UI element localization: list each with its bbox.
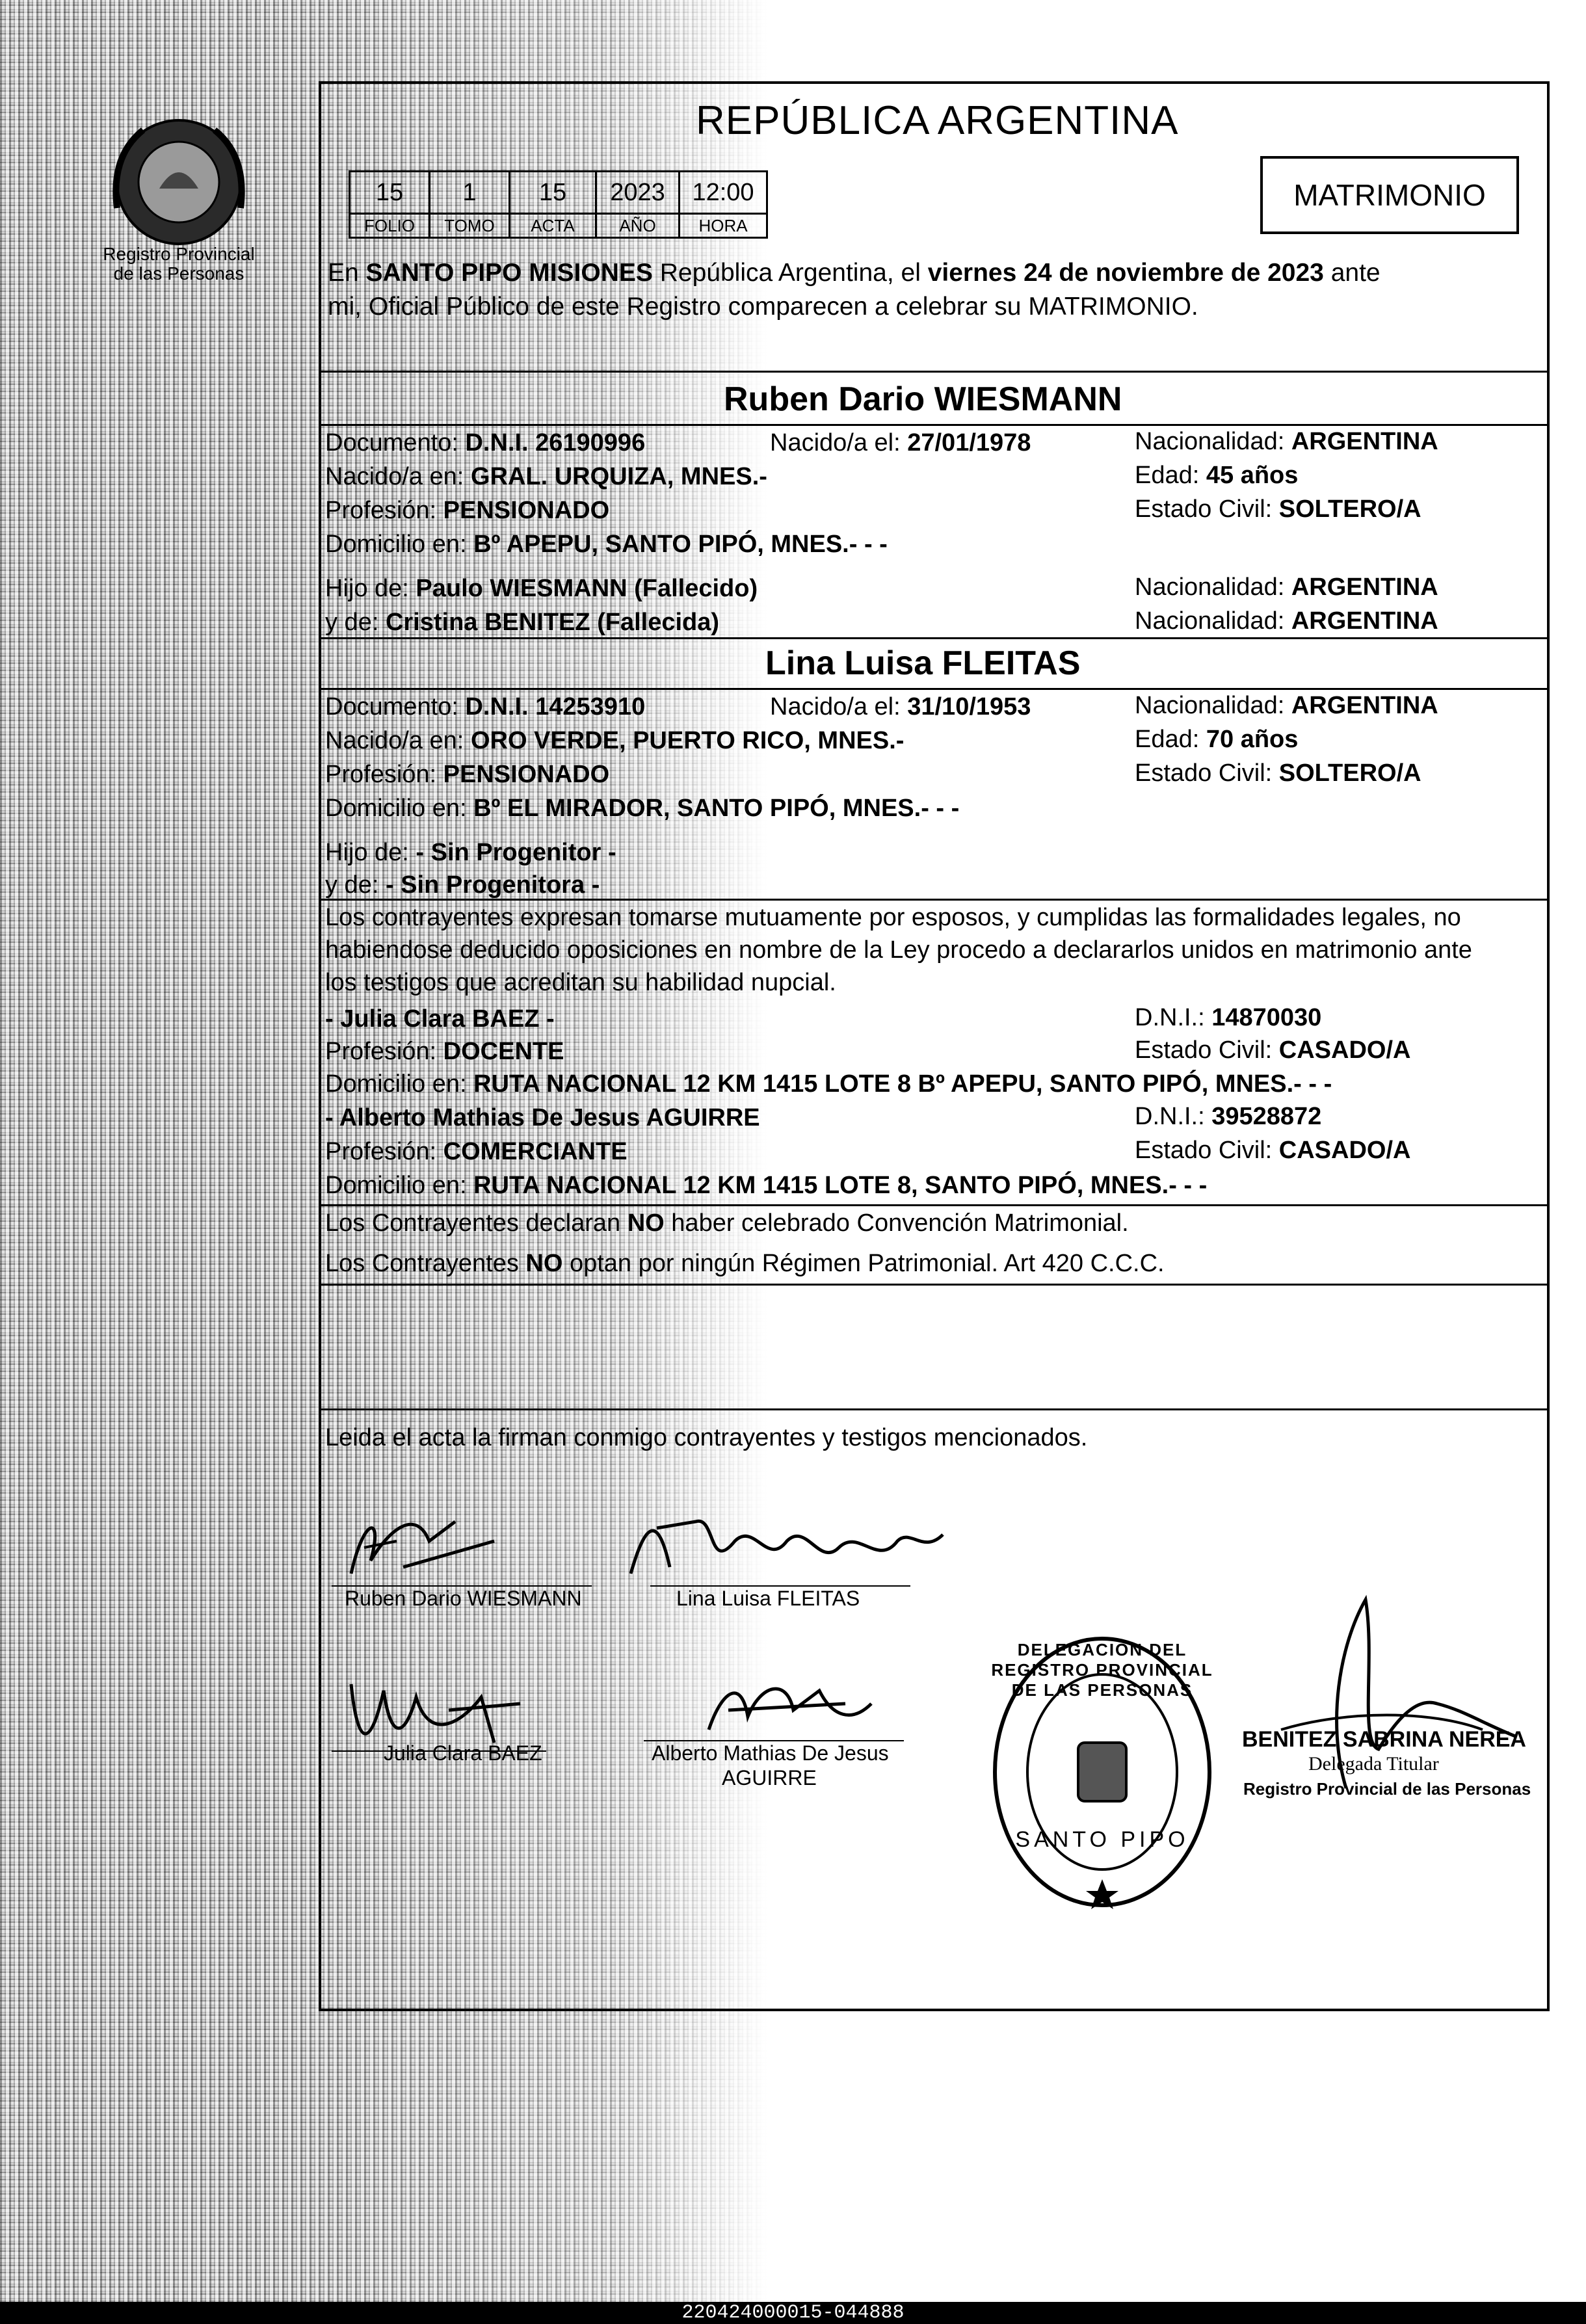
value: CASADO/A bbox=[1278, 1137, 1411, 1164]
label: Nacido/a el: bbox=[770, 429, 901, 456]
spouse1-madre bbox=[325, 609, 719, 637]
witness1-civil bbox=[1135, 1037, 1410, 1064]
anio-value: 2023 bbox=[596, 172, 680, 214]
divider bbox=[319, 899, 1550, 901]
spouse2-domicilio bbox=[325, 795, 959, 823]
label: Domicilio en: bbox=[325, 531, 467, 558]
value: ORO VERDE, PUERTO RICO, MNES.- bbox=[470, 727, 905, 754]
intro-date: viernes 24 de noviembre de 2023 bbox=[927, 259, 1324, 287]
signature-label-4a: Alberto Mathias De Jesus bbox=[652, 1741, 889, 1765]
spouse1-edad bbox=[1135, 462, 1298, 490]
value: SOLTERO/A bbox=[1278, 495, 1421, 523]
spouse2-madre bbox=[325, 871, 600, 899]
divider bbox=[319, 637, 1550, 639]
value: SOLTERO/A bbox=[1278, 759, 1421, 787]
value: 14870030 bbox=[1211, 1004, 1322, 1031]
witness2-name: - Alberto Mathias De Jesus AGUIRRE bbox=[325, 1104, 760, 1131]
value: 45 años bbox=[1206, 462, 1299, 489]
official-seal bbox=[988, 1632, 1216, 1912]
witness2-civil bbox=[1135, 1137, 1410, 1165]
spouse2-civil bbox=[1135, 759, 1421, 787]
spouse1-domicilio bbox=[325, 531, 888, 559]
official-role: Delegada Titular bbox=[1308, 1753, 1439, 1775]
divider bbox=[319, 424, 1550, 426]
divider bbox=[319, 1284, 1550, 1286]
spouse2-name: Lina Luisa FLEITAS bbox=[765, 644, 1081, 682]
signature-alberto-icon bbox=[689, 1665, 884, 1749]
divider bbox=[319, 371, 1550, 373]
value: RUTA NACIONAL 12 KM 1415 LOTE 8 Bº APEPU, SANTO PIPÓ, MNES.- - - bbox=[473, 1070, 1332, 1098]
declaration-line-1: Los contrayentes expresan tomarse mutuamente por esposos, y cumplidas las formalidades legales, no bbox=[325, 904, 1461, 931]
label: Profesión: bbox=[325, 761, 437, 788]
value: COMERCIANTE bbox=[443, 1138, 628, 1165]
value: PENSIONADO bbox=[443, 761, 610, 788]
witness1-domicilio bbox=[325, 1070, 1332, 1098]
acta-label: ACTA bbox=[510, 214, 596, 238]
label: Documento: bbox=[325, 429, 458, 456]
value: Cristina BENITEZ (Fallecida) bbox=[385, 609, 720, 636]
value: RUTA NACIONAL 12 KM 1415 LOTE 8, SANTO PIPÓ, MNES.- - - bbox=[473, 1172, 1208, 1199]
witness1-profesion bbox=[325, 1038, 564, 1066]
label: Domicilio en: bbox=[325, 795, 467, 822]
value: D.N.I. 14253910 bbox=[465, 693, 646, 720]
spouse1-padre bbox=[325, 575, 758, 603]
text: Los Contrayentes bbox=[325, 1250, 519, 1277]
value: ARGENTINA bbox=[1291, 692, 1438, 719]
label: Estado Civil: bbox=[1135, 1137, 1273, 1164]
divider bbox=[319, 1408, 1550, 1410]
spouse2-profesion bbox=[325, 761, 609, 789]
value: 27/01/1978 bbox=[907, 429, 1031, 456]
spouse1-profesion bbox=[325, 497, 609, 525]
emphasis: NO bbox=[525, 1250, 563, 1277]
signature-label-4b: AGUIRRE bbox=[722, 1766, 817, 1789]
value: 31/10/1953 bbox=[907, 693, 1031, 720]
official-org: Registro Provincial de las Personas bbox=[1243, 1779, 1531, 1799]
divider bbox=[319, 688, 1550, 690]
label: Nacido/a en: bbox=[325, 463, 464, 490]
label: Nacionalidad: bbox=[1135, 692, 1285, 719]
label: Nacionalidad: bbox=[1135, 428, 1285, 455]
label: Nacionalidad: bbox=[1135, 607, 1285, 635]
signature-ruben-icon bbox=[325, 1502, 598, 1587]
value: ARGENTINA bbox=[1291, 574, 1438, 601]
intro-line-1 bbox=[328, 259, 1381, 287]
spouse1-madre-nac bbox=[1135, 607, 1438, 635]
label: Edad: bbox=[1135, 726, 1200, 753]
provincial-registry-emblem bbox=[98, 117, 260, 286]
declaration-line-3: los testigos que acreditan su habilidad nupcial. bbox=[325, 969, 836, 996]
witness1-dni bbox=[1135, 1004, 1321, 1032]
label: Profesión: bbox=[325, 497, 437, 524]
value: DOCENTE bbox=[443, 1038, 564, 1065]
witness2-profesion bbox=[325, 1138, 628, 1166]
notes-line-2 bbox=[325, 1250, 1165, 1278]
value: Paulo WIESMANN (Fallecido) bbox=[416, 575, 758, 602]
value: - Sin Progenitor - bbox=[416, 839, 616, 866]
spouse2-padre bbox=[325, 839, 616, 867]
label: Estado Civil: bbox=[1135, 495, 1273, 523]
label: Nacionalidad: bbox=[1135, 574, 1285, 601]
signature-lina-icon bbox=[618, 1502, 982, 1587]
text: optan por ningún Régimen Patrimonial. Art 420 C.C.C. bbox=[569, 1250, 1165, 1277]
acta-value: 15 bbox=[510, 172, 596, 214]
spouse2-documento bbox=[325, 693, 645, 721]
value: D.N.I. 26190996 bbox=[465, 429, 646, 456]
label: Domicilio en: bbox=[325, 1070, 467, 1098]
label: Documento: bbox=[325, 693, 458, 720]
value: 39528872 bbox=[1211, 1103, 1322, 1130]
witness2-domicilio bbox=[325, 1172, 1207, 1200]
witness2-dni bbox=[1135, 1103, 1321, 1131]
intro-text-a: En bbox=[328, 259, 359, 287]
intro-text-b: República Argentina, el bbox=[659, 259, 921, 287]
folio-label: FOLIO bbox=[350, 214, 430, 238]
spouse2-nacionalidad bbox=[1135, 692, 1438, 720]
label: Estado Civil: bbox=[1135, 1037, 1273, 1064]
label: Edad: bbox=[1135, 462, 1200, 489]
value: ARGENTINA bbox=[1291, 607, 1438, 635]
value: 70 años bbox=[1206, 726, 1299, 753]
declaration-line-2: habiendose deducido oposiciones en nombre de la Ley procedo a declararlos unidos en matrimonio ante bbox=[325, 936, 1472, 964]
seal-center-text: SANTO PIPO bbox=[1015, 1827, 1189, 1852]
spouse1-lugar bbox=[325, 463, 767, 491]
spouse1-nacionalidad bbox=[1135, 428, 1438, 456]
spouse2-edad bbox=[1135, 726, 1298, 754]
value: CASADO/A bbox=[1278, 1037, 1411, 1064]
footer-code: 220424000015-044888 bbox=[0, 2302, 1586, 2324]
spouse1-civil bbox=[1135, 495, 1421, 523]
document-type-box: MATRIMONIO bbox=[1260, 156, 1519, 234]
spouse1-nacido bbox=[770, 429, 1031, 457]
label: Nacido/a el: bbox=[770, 693, 901, 720]
label: Domicilio en: bbox=[325, 1172, 467, 1199]
signature-label-2: Lina Luisa FLEITAS bbox=[676, 1587, 860, 1610]
page-title: REPÚBLICA ARGENTINA bbox=[696, 98, 1179, 143]
signature-label-1: Ruben Dario WIESMANN bbox=[345, 1587, 582, 1610]
label: Nacido/a en: bbox=[325, 727, 464, 754]
tomo-label: TOMO bbox=[430, 214, 510, 238]
spouse2-nacido bbox=[770, 693, 1031, 721]
seal-ring-text: DELEGACION DEL REGISTRO PROVINCIAL DE LAS PERSONAS bbox=[991, 1640, 1213, 1700]
hora-label: HORA bbox=[680, 214, 767, 238]
spouse1-padre-nac bbox=[1135, 574, 1438, 601]
emblem-caption-1: Registro Provincial bbox=[103, 244, 255, 264]
signature-label-3: Julia Clara BAEZ bbox=[384, 1741, 542, 1765]
value: ARGENTINA bbox=[1291, 428, 1438, 455]
text: haber celebrado Convención Matrimonial. bbox=[671, 1209, 1129, 1237]
intro-line-2: mi, Oficial Público de este Registro comparecen a celebrar su MATRIMONIO. bbox=[328, 293, 1198, 321]
spouse2-lugar bbox=[325, 727, 904, 755]
spouse1-name: Ruben Dario WIESMANN bbox=[724, 380, 1122, 418]
tomo-value: 1 bbox=[430, 172, 510, 214]
intro-place: SANTO PIPO MISIONES bbox=[365, 259, 653, 287]
intro-text-c: ante bbox=[1330, 259, 1381, 287]
value: Bº EL MIRADOR, SANTO PIPÓ, MNES.- - - bbox=[473, 795, 960, 822]
label: Hijo de: bbox=[325, 839, 409, 866]
emphasis: NO bbox=[627, 1209, 665, 1237]
label: D.N.I.: bbox=[1135, 1103, 1205, 1130]
emblem-caption-2: de las Personas bbox=[113, 263, 245, 284]
hora-value: 12:00 bbox=[680, 172, 767, 214]
value: Bº APEPU, SANTO PIPÓ, MNES.- - - bbox=[473, 531, 888, 558]
label: Estado Civil: bbox=[1135, 759, 1273, 787]
closing-text: Leida el acta la firman conmigo contrayentes y testigos mencionados. bbox=[325, 1424, 1088, 1451]
official-name: BENITEZ SABRINA NEREA bbox=[1242, 1727, 1526, 1752]
divider bbox=[319, 1204, 1550, 1206]
value: PENSIONADO bbox=[443, 497, 610, 524]
value: - Sin Progenitora - bbox=[385, 871, 600, 899]
label: y de: bbox=[325, 609, 379, 636]
label: y de: bbox=[325, 871, 379, 899]
folio-value: 15 bbox=[350, 172, 430, 214]
text: Los Contrayentes declaran bbox=[325, 1209, 621, 1237]
label: Profesión: bbox=[325, 1138, 437, 1165]
label: D.N.I.: bbox=[1135, 1004, 1205, 1031]
witness1-name: - Julia Clara BAEZ - bbox=[325, 1005, 555, 1033]
value: GRAL. URQUIZA, MNES.- bbox=[470, 463, 767, 490]
label: Hijo de: bbox=[325, 575, 409, 602]
anio-label: AÑO bbox=[596, 214, 680, 238]
label: Profesión: bbox=[325, 1038, 437, 1065]
spouse1-documento bbox=[325, 429, 645, 457]
registry-table bbox=[349, 170, 768, 239]
notes-line-1 bbox=[325, 1209, 1129, 1237]
